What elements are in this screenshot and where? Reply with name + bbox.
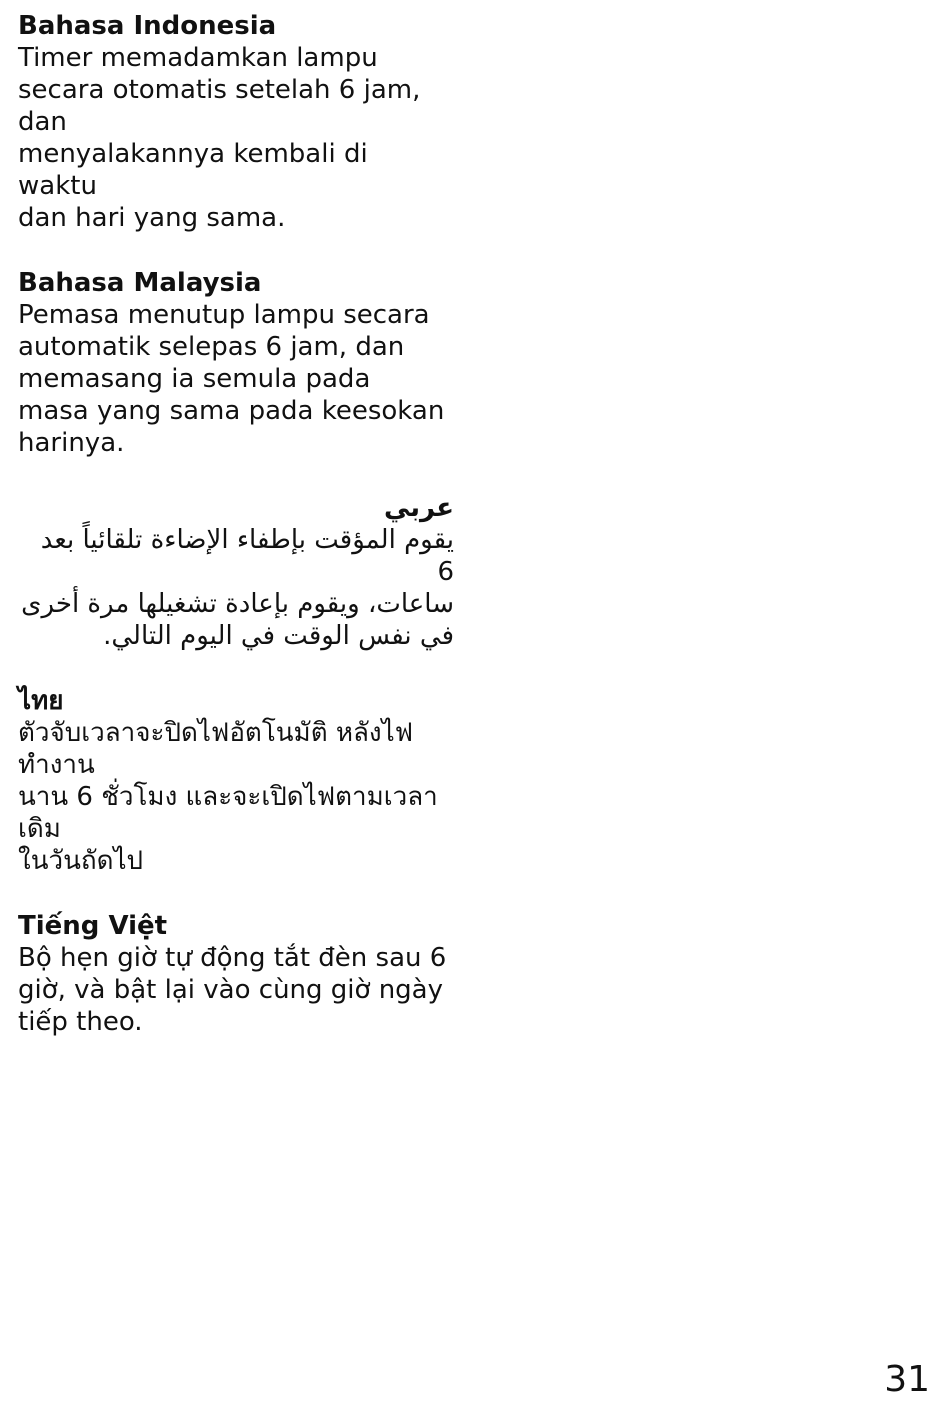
section-body: Timer memadamkan lampu secara otomatis setelah 6 jam, dan menyalakannya kembali di waktu dan hari yang sama. <box>18 43 421 233</box>
section-tieng-viet <box>18 910 454 1038</box>
section-body: يقوم المؤقت بإطفاء الإضاءة تلقائياً بعد 6 ساعات، ويقوم بإعادة تشغيلها مرة أخرى في نفس الوقت في اليوم التالي. <box>21 525 454 651</box>
section-bahasa-malaysia <box>18 267 454 459</box>
section-arabic <box>18 492 454 652</box>
section-bahasa-indonesia <box>18 10 454 234</box>
section-heading: ไทย <box>18 686 64 716</box>
section-heading: Bahasa Indonesia <box>18 11 277 41</box>
section-heading: Bahasa Malaysia <box>18 268 262 298</box>
section-body: Bộ hẹn giờ tự động tắt đèn sau 6 giờ, và bật lại vào cùng giờ ngày tiếp theo. <box>18 943 447 1037</box>
text-column <box>18 10 454 1071</box>
section-thai <box>18 685 454 877</box>
section-heading: عربي <box>383 493 454 523</box>
section-body: ตัวจับเวลาจะปิดไฟอัตโนมัติ หลังไฟทำงาน นาน 6 ชั่วโมง และจะเปิดไฟตามเวลาเดิม ในวันถัดไป <box>18 718 438 876</box>
page-number: 31 <box>884 1359 930 1400</box>
section-body: Pemasa menutup lampu secara automatik selepas 6 jam, dan memasang ia semula pada masa yang sama pada keesokan harinya. <box>18 300 445 458</box>
section-heading: Tiếng Việt <box>18 911 168 941</box>
